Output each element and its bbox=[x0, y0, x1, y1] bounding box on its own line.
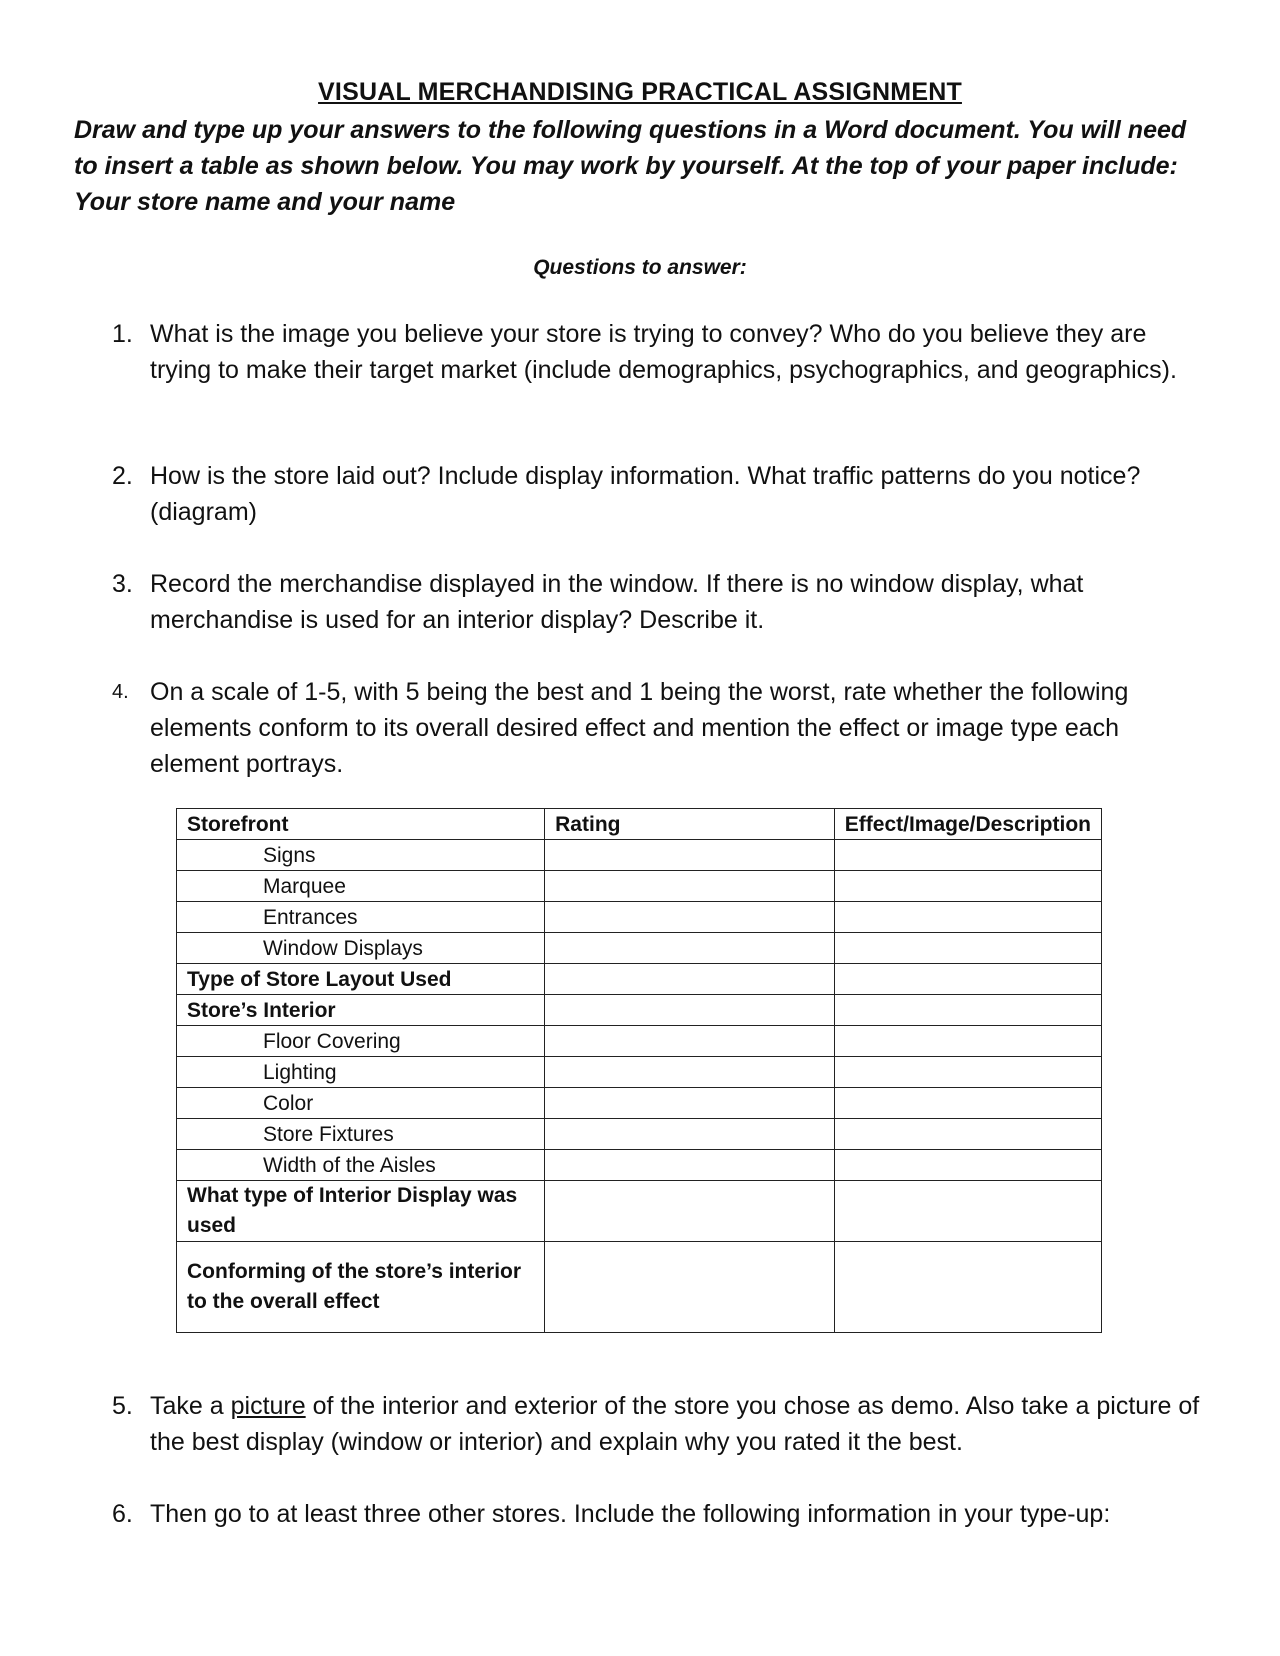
row-label: Store Fixtures bbox=[177, 1119, 545, 1150]
description-cell bbox=[834, 1242, 1101, 1333]
table-row bbox=[177, 902, 1102, 933]
picture-link[interactable]: picture bbox=[230, 1392, 306, 1420]
rating-cell bbox=[545, 1181, 835, 1242]
question-text: How is the store laid out? Include display information. What traffic patterns do you notice? (diagram) bbox=[150, 462, 1141, 526]
header-storefront: Storefront bbox=[177, 809, 545, 840]
row-label: Entrances bbox=[177, 902, 545, 933]
table-row bbox=[177, 1150, 1102, 1181]
row-label: Marquee bbox=[177, 871, 545, 902]
header-effect-description: Effect/Image/Description bbox=[834, 809, 1101, 840]
rating-cell bbox=[545, 995, 835, 1026]
table-row bbox=[177, 1057, 1102, 1088]
question-number: 2. bbox=[112, 462, 133, 490]
table-row bbox=[177, 964, 1102, 995]
questions-heading: Questions to answer: bbox=[533, 256, 747, 279]
question-number: 4. bbox=[112, 681, 129, 703]
question-2 bbox=[112, 458, 1212, 530]
row-label: Type of Store Layout Used bbox=[177, 964, 545, 995]
description-cell bbox=[834, 871, 1101, 902]
description-cell bbox=[834, 1026, 1101, 1057]
row-label: Conforming of the store’s interior to the overall effect bbox=[177, 1242, 545, 1333]
description-cell bbox=[834, 933, 1101, 964]
page-title: VISUAL MERCHANDISING PRACTICAL ASSIGNMENT bbox=[318, 78, 962, 106]
question-text: What is the image you believe your store is trying to convey? Who do you believe they are trying to make their target market (include demographics, psychographics, and geographics). bbox=[150, 320, 1177, 384]
row-label: Color bbox=[177, 1088, 545, 1119]
table-row bbox=[177, 1119, 1102, 1150]
description-cell bbox=[834, 964, 1101, 995]
table-row bbox=[177, 840, 1102, 871]
row-label: Floor Covering bbox=[177, 1026, 545, 1057]
description-cell bbox=[834, 1119, 1101, 1150]
rating-cell bbox=[545, 1026, 835, 1057]
description-cell bbox=[834, 840, 1101, 871]
question-3 bbox=[112, 566, 1212, 638]
rating-cell bbox=[545, 1242, 835, 1333]
rating-cell bbox=[545, 1150, 835, 1181]
question-text: Record the merchandise displayed in the window. If there is no window display, what merchandise is used for an interior display? Describe it. bbox=[150, 570, 1084, 634]
row-label: Window Displays bbox=[177, 933, 545, 964]
question-text: Then go to at least three other stores. Include the following information in your type-up: bbox=[150, 1500, 1111, 1528]
table-header-row bbox=[177, 809, 1102, 840]
question-text-after: of the interior and exterior of the store you chose as demo. Also take a picture of the best display (window or interior) and explain why you rated it the best. bbox=[150, 1392, 1200, 1456]
row-label: What type of Interior Display was used bbox=[177, 1181, 545, 1242]
rating-cell bbox=[545, 933, 835, 964]
question-number: 3. bbox=[112, 570, 133, 598]
description-cell bbox=[834, 1181, 1101, 1242]
question-number: 6. bbox=[112, 1500, 133, 1528]
description-cell bbox=[834, 1088, 1101, 1119]
question-4 bbox=[112, 674, 1212, 782]
question-5 bbox=[112, 1388, 1212, 1460]
table-row bbox=[177, 1242, 1102, 1333]
rating-cell bbox=[545, 1057, 835, 1088]
description-cell bbox=[834, 995, 1101, 1026]
row-label: Width of the Aisles bbox=[177, 1150, 545, 1181]
rating-cell bbox=[545, 964, 835, 995]
question-text bbox=[112, 1388, 1212, 1460]
question-6 bbox=[112, 1496, 1212, 1532]
description-cell bbox=[834, 1057, 1101, 1088]
rating-cell bbox=[545, 1119, 835, 1150]
description-cell bbox=[834, 1150, 1101, 1181]
rating-cell bbox=[545, 871, 835, 902]
question-text: On a scale of 1-5, with 5 being the best and 1 being the worst, rate whether the following elements conform to its overall desired effect and mention the effect or image type each element portrays. bbox=[150, 678, 1129, 778]
table-row bbox=[177, 1088, 1102, 1119]
rating-cell bbox=[545, 902, 835, 933]
row-label: Signs bbox=[177, 840, 545, 871]
rating-table bbox=[176, 808, 1102, 1333]
instructions-text: Draw and type up your answers to the following questions in a Word document. You will need to insert a table as shown below. You may work by yourself. At the top of your paper include: Your store name and your name bbox=[74, 116, 1187, 216]
header-rating: Rating bbox=[545, 809, 835, 840]
table-row bbox=[177, 995, 1102, 1026]
table-row bbox=[177, 1026, 1102, 1057]
table-row bbox=[177, 871, 1102, 902]
question-1 bbox=[112, 316, 1212, 388]
row-label: Store’s Interior bbox=[177, 995, 545, 1026]
rating-cell bbox=[545, 1088, 835, 1119]
question-number: 5. bbox=[112, 1392, 133, 1420]
question-text-before: Take a bbox=[150, 1392, 231, 1420]
table-row bbox=[177, 933, 1102, 964]
description-cell bbox=[834, 902, 1101, 933]
row-label: Lighting bbox=[177, 1057, 545, 1088]
rating-cell bbox=[545, 840, 835, 871]
question-number: 1. bbox=[112, 320, 133, 348]
table-row bbox=[177, 1181, 1102, 1242]
